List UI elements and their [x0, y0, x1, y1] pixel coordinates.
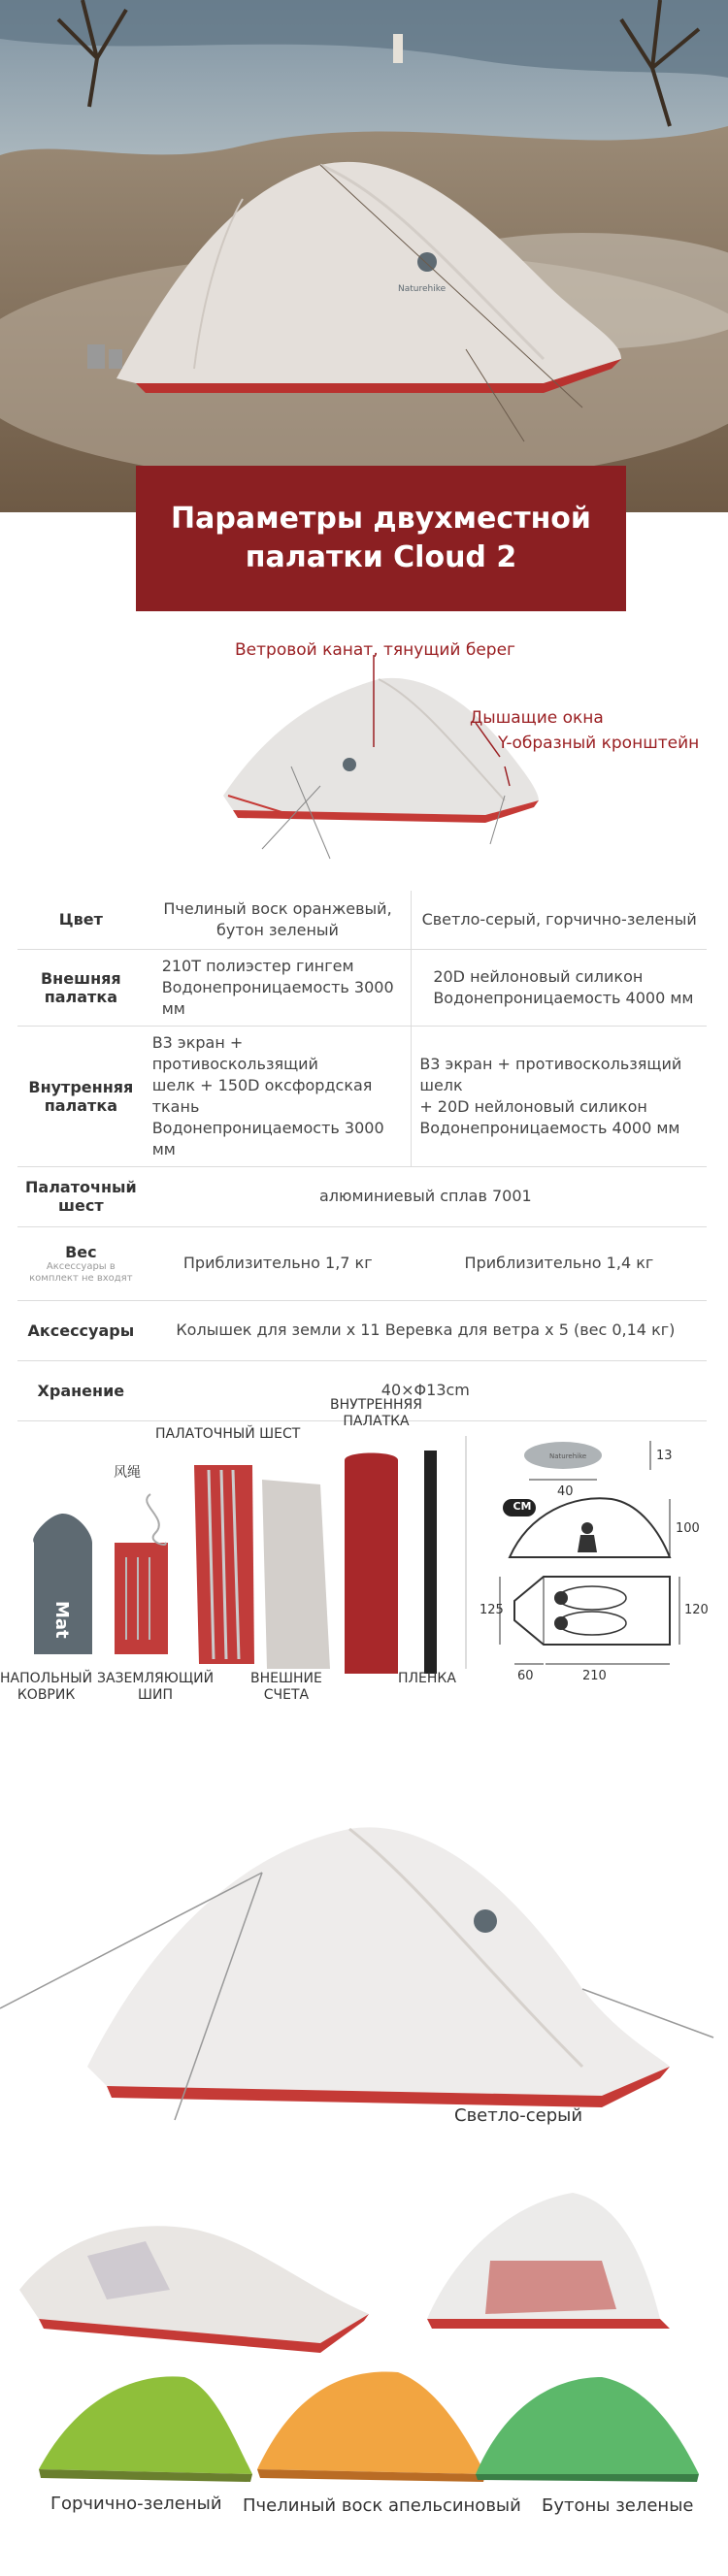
title-banner [136, 466, 626, 611]
spec-value-full: Колышек для земли x 11 Веревка для ветра x 5 (вес 0,14 кг) [145, 1300, 707, 1360]
spec-label-note: Аксессуары в комплект не входят [29, 1260, 133, 1284]
title-line-1: Параметры двухместной [171, 502, 591, 536]
parts-section [0, 1397, 728, 1727]
spec-value-a: 210T полиэстер гингем Водонепроницаемость 3000 мм [145, 949, 412, 1026]
figure [393, 34, 403, 63]
callout-bracket: Y-образный кронштейн [498, 734, 700, 753]
spec-value-a: Пчелиный воск оранжевый, бутон зеленый [145, 891, 412, 949]
label-stake: ЗАЗЕМЛЯЮЩИЙ ШИП [97, 1671, 215, 1703]
color-gallery [0, 1737, 728, 2576]
table-row [17, 949, 707, 1026]
dim-bag-len: 40 [557, 1484, 574, 1499]
hero-illustration [0, 0, 728, 512]
dim-width-left: 125 [480, 1603, 504, 1617]
label-inner: ВНУТРЕННЯЯ ПАЛАТКА [330, 1397, 423, 1429]
tent-diagram [0, 621, 728, 873]
dim-height: 100 [676, 1521, 700, 1536]
spec-value-full: алюминиевый сплав 7001 [145, 1166, 707, 1226]
specs-table [17, 891, 707, 1421]
spec-value-b: 20D нейлоновый силикон Водонепроницаемость 4000 мм [412, 949, 707, 1026]
caption-orange: Пчелиный воск апельсиновый [243, 2495, 521, 2516]
label-outer: ВНЕШНИЕ СЧЕТА [250, 1671, 322, 1703]
hero-brand: Naturehike [398, 284, 447, 294]
spec-label: Хранение [17, 1360, 145, 1420]
label-mat: НАПОЛЬНЫЙ КОВРИК [0, 1671, 93, 1703]
spec-label-text: Вес [65, 1242, 97, 1261]
title-line-2: палатки Cloud 2 [245, 540, 517, 574]
caption-light-gray: Светло-серый [454, 2105, 583, 2126]
callout-windows: Дышащие окна [470, 708, 604, 728]
table-row [17, 1026, 707, 1166]
callout-guy-rope: Ветровой канат, тянущий берег [235, 640, 515, 660]
gallery-illustration [0, 1737, 728, 2576]
table-row [17, 1226, 707, 1300]
label-pole: ПАЛАТОЧНЫЙ ШЕСТ [155, 1426, 301, 1442]
dim-vestibule: 60 [517, 1669, 534, 1683]
label-rope: 风绳 [114, 1465, 141, 1481]
spec-value-full: 40×Φ13cm [145, 1360, 707, 1420]
spec-value-b: B3 экран + противоскользящий шелк + 20D нейлоновый силикон Водонепроницаемость 4000 мм [412, 1026, 707, 1166]
hero-photo [0, 0, 728, 512]
spec-label [17, 1226, 145, 1300]
table-row [17, 1300, 707, 1360]
spec-value-b: Приблизительно 1,4 кг [412, 1226, 707, 1300]
dim-length: 210 [582, 1669, 607, 1683]
spec-value-b: Светло-серый, горчично-зеленый [412, 891, 707, 949]
spec-label: Внешняя палатка [17, 949, 145, 1026]
unit-badge: CM [513, 1500, 532, 1513]
caption-mustard-green: Горчично-зеленый [50, 2494, 222, 2514]
spec-label: Палаточный шест [17, 1166, 145, 1226]
spec-value-a: Приблизительно 1,7 кг [145, 1226, 412, 1300]
spec-value-a: B3 экран + противоскользящий шелк + 150D оксфордская ткань Водонепроницаемость 3000 мм [145, 1026, 412, 1166]
bag-brand: Naturehike [549, 1452, 587, 1460]
dim-width-right: 120 [684, 1603, 709, 1617]
mat-bag-text: Mat [51, 1601, 72, 1639]
table-row [17, 891, 707, 949]
dim-bag-dia: 13 [656, 1449, 673, 1463]
table-row [17, 1166, 707, 1226]
label-film: ПЛЕНКА [398, 1671, 456, 1686]
spec-label: Аксессуары [17, 1300, 145, 1360]
caption-bud-green: Бутоны зеленые [542, 2495, 694, 2516]
spec-label: Цвет [17, 891, 145, 949]
spec-label: Внутренняя палатка [17, 1026, 145, 1166]
